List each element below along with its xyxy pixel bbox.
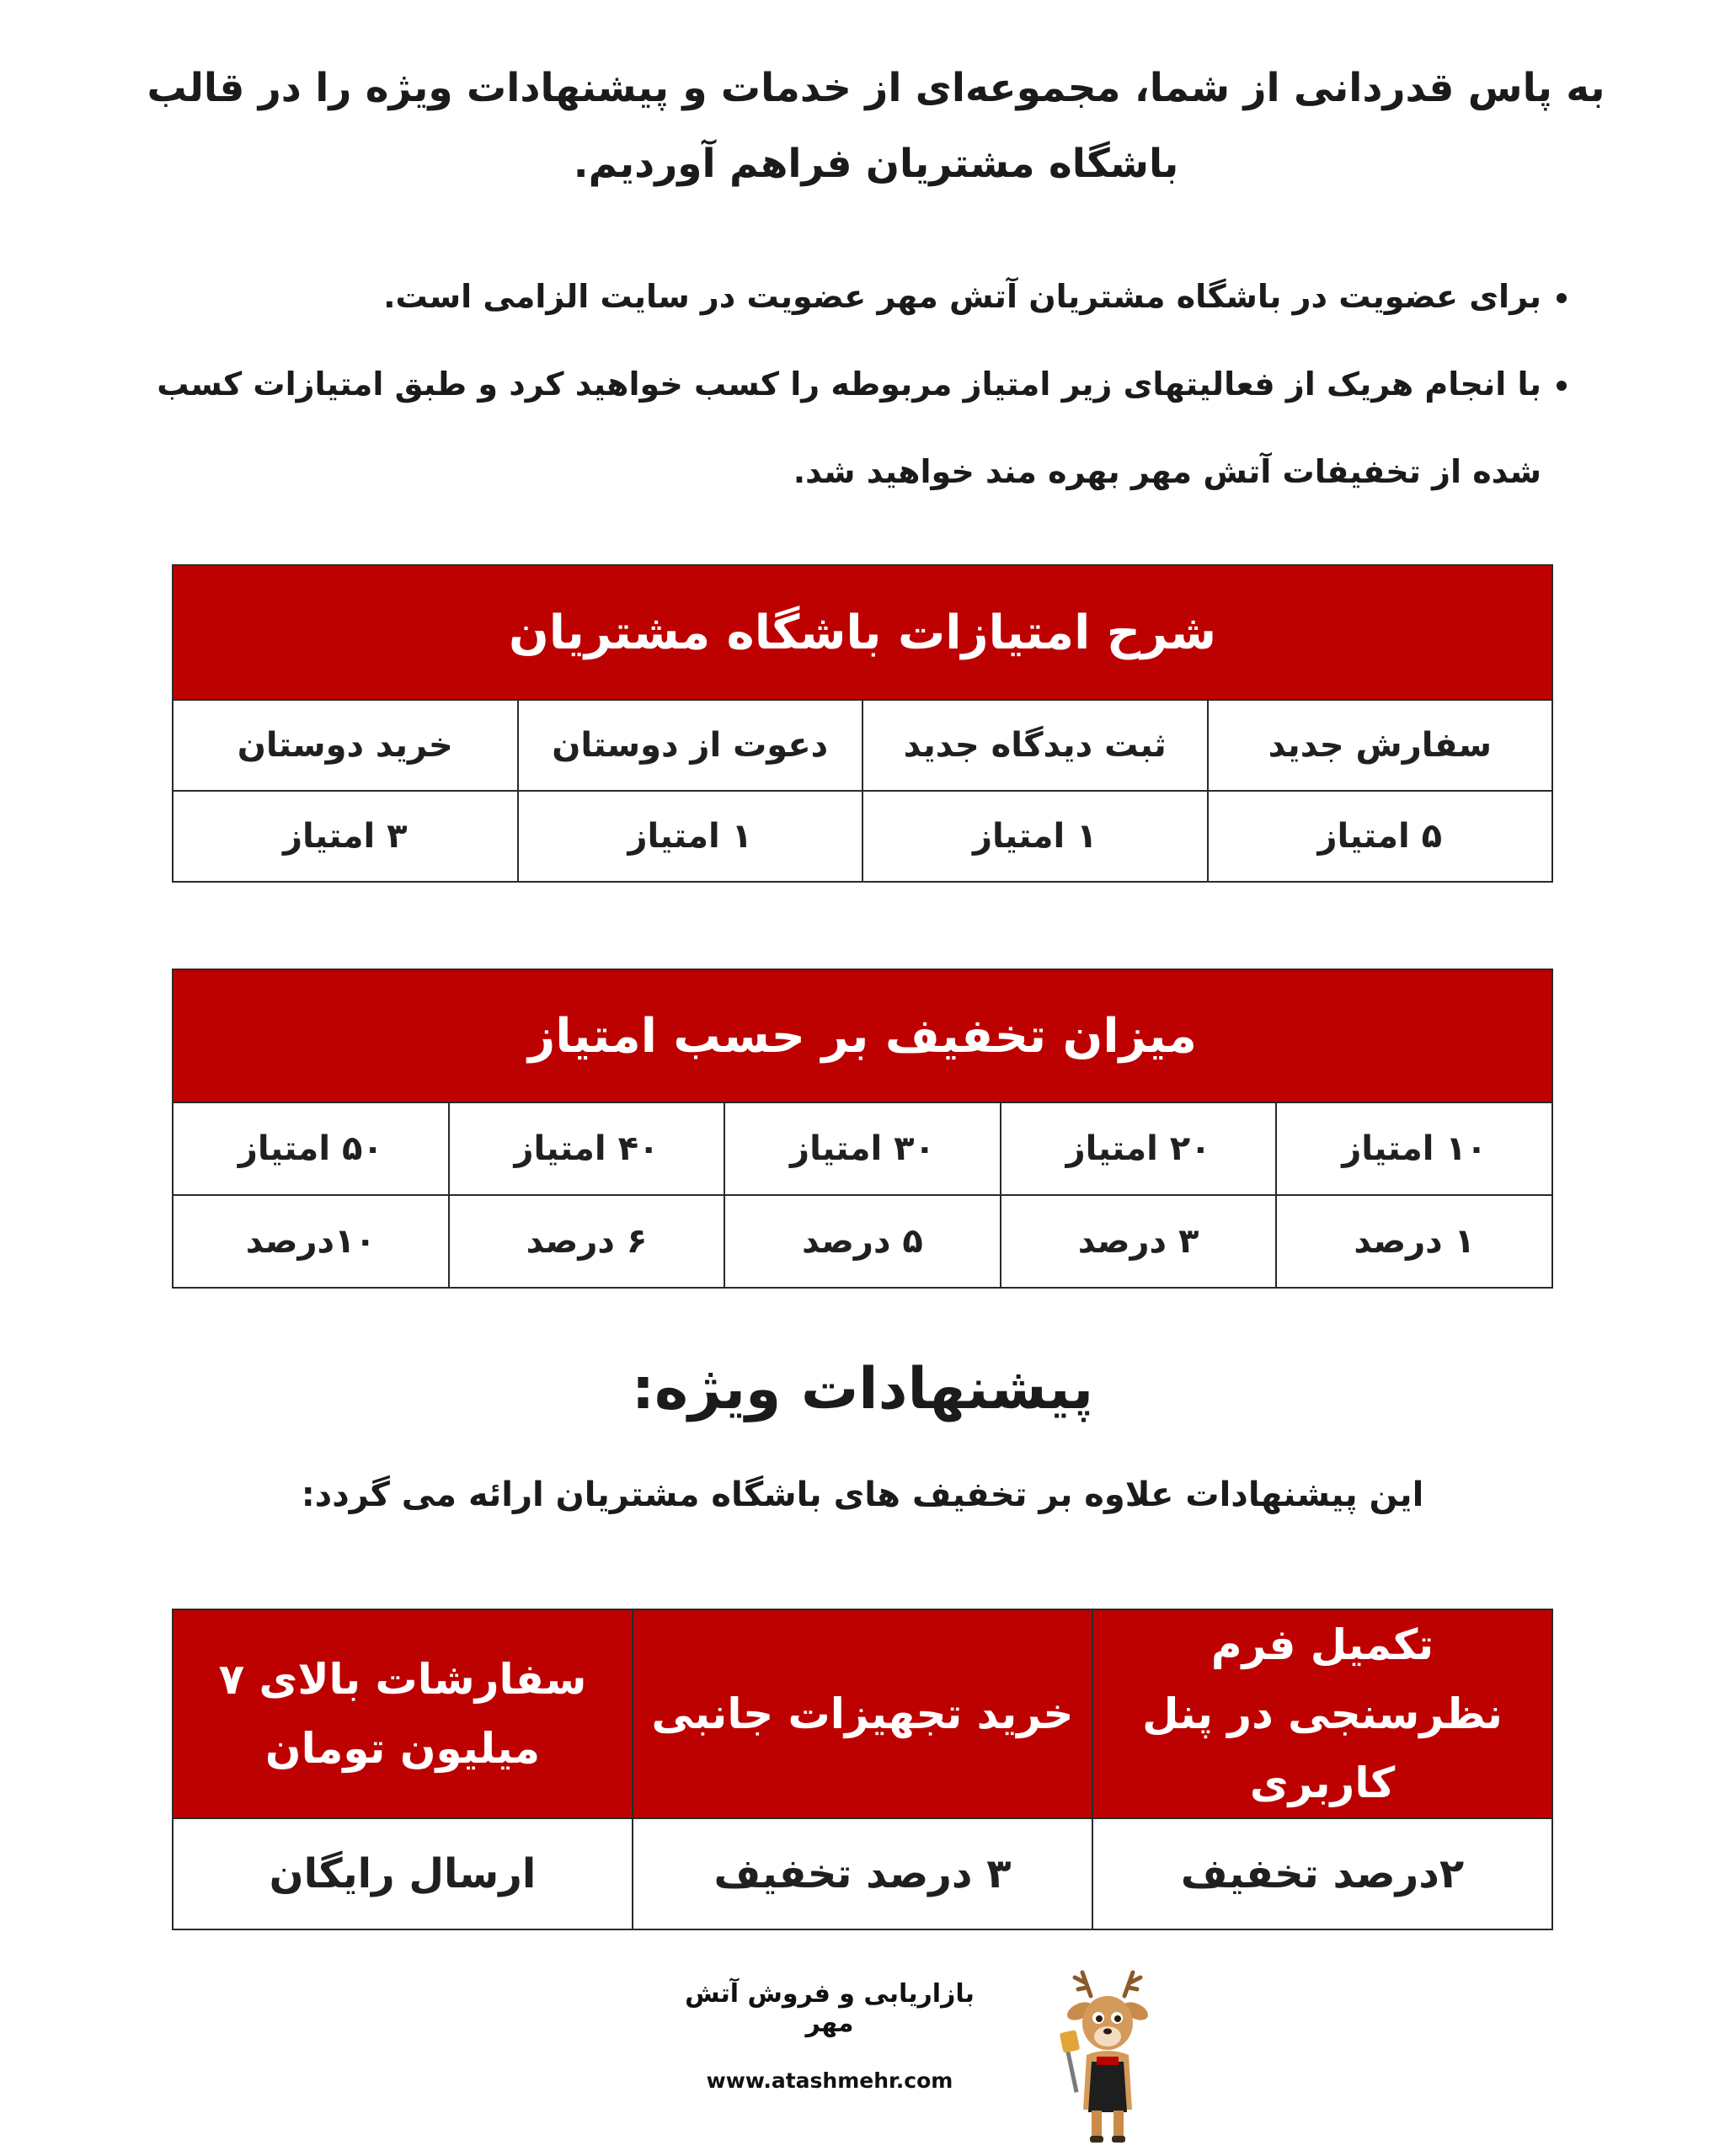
discount-header-cell: ۱۰ امتیاز [1276,1102,1552,1195]
offer-header-cell: تکمیل فرم نظرسنجی در پنل کاربری [1092,1609,1552,1818]
discount-header-cell: ۵۰ امتیاز [173,1102,449,1195]
discount-header-cell: ۴۰ امتیاز [449,1102,725,1195]
discount-header-cell: ۳۰ امتیاز [724,1102,1001,1195]
offers-title: پیشنهادات ویژه: [631,1356,1094,1422]
points-table [172,564,1553,883]
points-value-cell: ۱ امتیاز [518,791,863,882]
points-header-cell: سفارش جدید [1208,700,1553,791]
offer-value-cell: ارسال رایگان [173,1818,633,1929]
deer-mascot-logo [1044,1962,1171,2148]
points-value-cell: ۳ امتیاز [173,791,518,882]
offer-header-cell: خرید تجهیزات جانبی [633,1609,1092,1818]
offer-header-cell: سفارشات بالای ۷ میلیون تومان [173,1609,633,1818]
points-value-cell: ۱ امتیاز [862,791,1208,882]
discount-value-cell: ۳ درصد [1001,1195,1277,1288]
offer-value-cell: ۲درصد تخفیف [1092,1818,1552,1929]
points-value-cell: ۵ امتیاز [1208,791,1553,882]
rule-item: • با انجام هریک از فعالیتهای زیر امتیاز مربوطه را کسب خواهید کرد و طبق امتیازات کسب شده از تخفیفات آتش مهر بهره مند خواهید شد. [109,340,1541,515]
points-header-cell: دعوت از دوستان [518,700,863,791]
discount-table-title: میزان تخفیف بر حسب امتیاز [173,969,1552,1102]
offers-note: این پیشنهادات علاوه بر تخفیف های باشگاه مشتریان ارائه می گردد: [301,1476,1424,1514]
discount-table [172,969,1553,1289]
discount-value-cell: ۵ درصد [724,1195,1001,1288]
offer-value-cell: ۳ درصد تخفیف [633,1818,1092,1929]
points-table-title: شرح امتیازات باشگاه مشتریان [173,565,1552,700]
rules-list [109,253,1592,515]
discount-value-cell: ۱۰درصد [173,1195,449,1288]
intro-paragraph: به پاس قدردانی از شما، مجموعه‌ای از خدمات و پیشنهادات ویژه را در قالب باشگاه مشتریان فراهم آوردیم. [147,65,1605,187]
offers-table [172,1609,1553,1930]
discount-value-cell: ۶ درصد [449,1195,725,1288]
points-header-cell: خرید دوستان [173,700,518,791]
website-url[interactable]: www.atashmehr.com [706,2068,953,2093]
discount-header-cell: ۲۰ امتیاز [1001,1102,1277,1195]
brand-name: بازاریابی و فروش آتش مهر [685,1979,975,2038]
rule-item: • برای عضویت در باشگاه مشتریان آتش مهر عضویت در سایت الزامی است. [109,253,1541,340]
points-header-cell: ثبت دیدگاه جدید [862,700,1208,791]
discount-value-cell: ۱ درصد [1276,1195,1552,1288]
